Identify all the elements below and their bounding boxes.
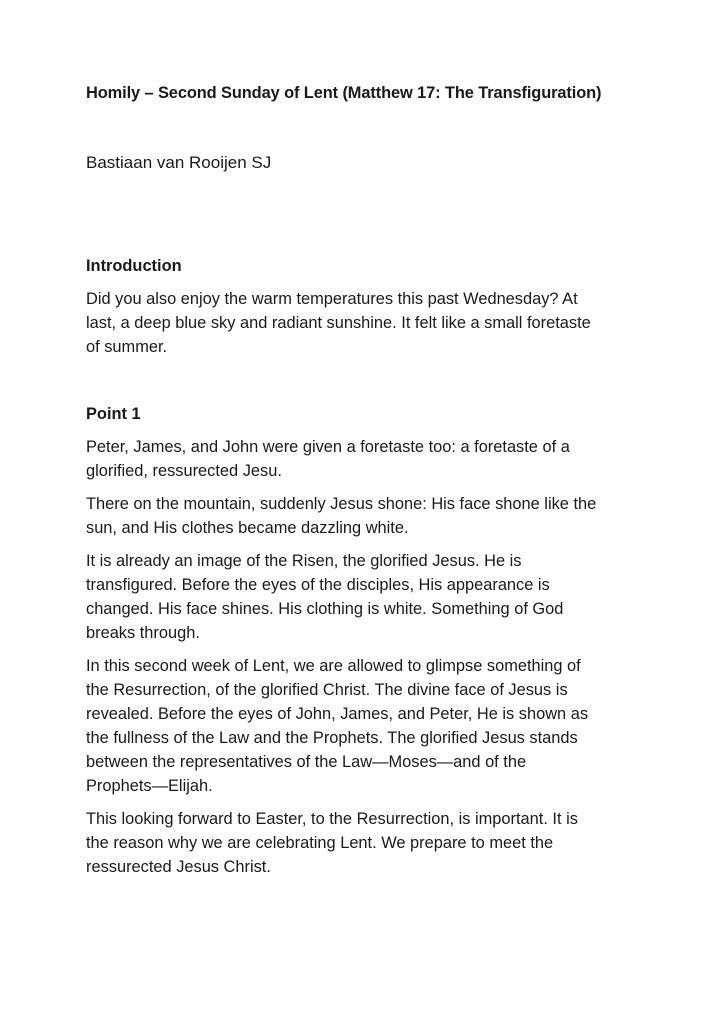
point1-paragraph-5 bbox=[86, 807, 636, 879]
paragraph-line: sun, and His clothes became dazzling white. bbox=[86, 519, 409, 537]
paragraph-line: glorified, ressurected Jesu. bbox=[86, 462, 282, 480]
document-title: Homily – Second Sunday of Lent (Matthew 17: The Transfiguration) bbox=[86, 84, 602, 102]
introduction-paragraph bbox=[86, 287, 636, 359]
paragraph-line: transfigured. Before the eyes of the disciples, His appearance is bbox=[86, 576, 550, 594]
point1-paragraph-3 bbox=[86, 549, 636, 645]
paragraph-line: Peter, James, and John were given a foretaste too: a foretaste of a bbox=[86, 438, 570, 456]
paragraph-line: This looking forward to Easter, to the Resurrection, is important. It is bbox=[86, 810, 578, 828]
paragraph-line: ressurected Jesus Christ. bbox=[86, 858, 271, 876]
point1-section bbox=[86, 402, 636, 888]
introduction-heading: Introduction bbox=[86, 257, 182, 275]
paragraph-line: between the representatives of the Law—Moses—and of the bbox=[86, 753, 527, 771]
point1-paragraph-2 bbox=[86, 492, 636, 540]
paragraph-line: changed. His face shines. His clothing is white. Something of God bbox=[86, 600, 564, 618]
paragraph-line: of summer. bbox=[86, 338, 168, 356]
author-name: Bastiaan van Rooijen SJ bbox=[86, 153, 272, 172]
paragraph-line: the fullness of the Law and the Prophets. The glorified Jesus stands bbox=[86, 729, 578, 747]
paragraph-line: In this second week of Lent, we are allowed to glimpse something of bbox=[86, 657, 581, 675]
paragraph-line: revealed. Before the eyes of John, James, and Peter, He is shown as bbox=[86, 705, 589, 723]
paragraph-line: last, a deep blue sky and radiant sunshine. It felt like a small foretaste bbox=[86, 314, 591, 332]
paragraph-line: Prophets—Elijah. bbox=[86, 777, 213, 795]
paragraph-line: breaks through. bbox=[86, 624, 200, 642]
paragraph-line: There on the mountain, suddenly Jesus shone: His face shone like the bbox=[86, 495, 597, 513]
paragraph-line: the reason why we are celebrating Lent. We prepare to meet the bbox=[86, 834, 554, 852]
paragraph-line: It is already an image of the Risen, the glorified Jesus. He is bbox=[86, 552, 522, 570]
point1-paragraph-4 bbox=[86, 654, 636, 798]
paragraph-line: the Resurrection, of the glorified Christ. The divine face of Jesus is bbox=[86, 681, 568, 699]
paragraph-line: Did you also enjoy the warm temperatures this past Wednesday? At bbox=[86, 290, 578, 308]
introduction-section bbox=[86, 254, 636, 368]
point1-heading: Point 1 bbox=[86, 405, 141, 423]
point1-paragraph-1 bbox=[86, 435, 636, 483]
